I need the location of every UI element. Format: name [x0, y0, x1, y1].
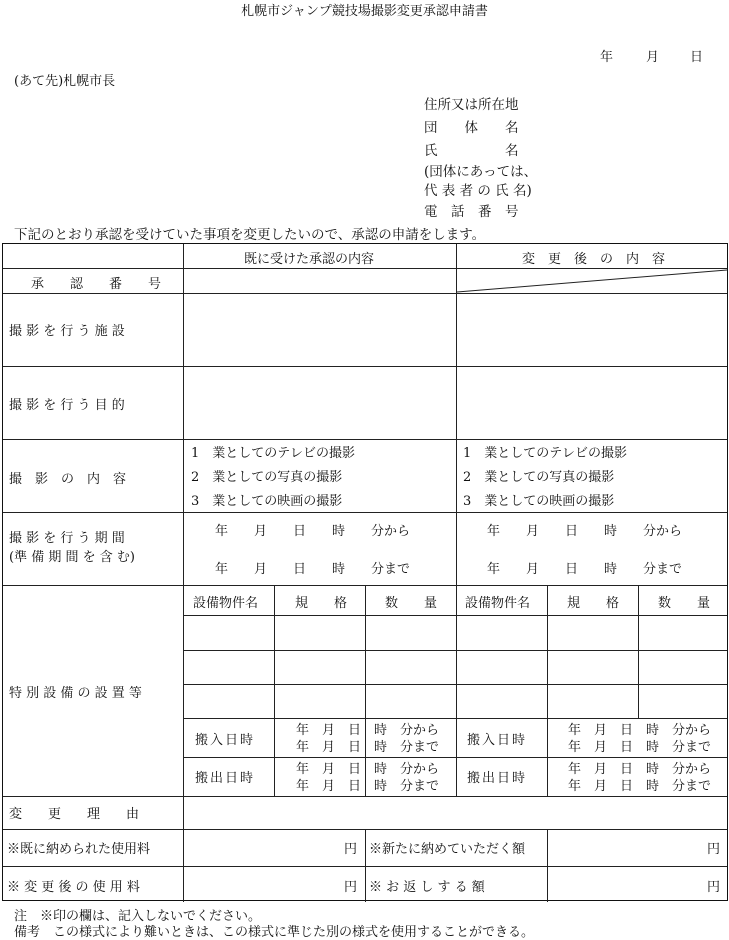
application-table: [2, 243, 728, 901]
fee-paid-yen: 円: [344, 842, 358, 857]
carry-in-label-after: 搬入日時: [467, 733, 528, 748]
eq-name-header-before: 設備物件名: [193, 596, 259, 611]
carry-out-label-after: 搬出日時: [467, 771, 528, 786]
content-option-tv-after: 1 業としてのテレビの撮影: [463, 446, 628, 461]
col-before-header: 既に受けた承認の内容: [244, 252, 375, 267]
period-from-after: 年 月 日 時 分から: [487, 524, 683, 539]
carry-out-from-before: 年 月 日 時 分から: [296, 762, 440, 777]
date-year: 年: [600, 50, 614, 65]
applicant-phone-label: 電 話 番 号: [424, 204, 519, 220]
applicant-group-label: 団 体 名: [424, 120, 519, 136]
diagonal-strike: [457, 269, 727, 293]
fee-new-yen: 円: [707, 842, 721, 857]
col-after-header: 変 更 後 の 内 容: [522, 252, 666, 267]
equipment-label: 特 別 設 備 の 設 置 等: [9, 686, 142, 701]
facility-label: 撮 影 を 行 う 施 設: [9, 324, 125, 339]
applicant-note-1: (団体にあっては、: [424, 164, 538, 180]
fee-new-label: ※新たに納めていただく額: [369, 842, 526, 857]
fee-after-label: ※ 変 更 後 の 使 用 料: [7, 880, 140, 895]
eq-qty-header-after: 数 量: [658, 596, 711, 611]
carry-in-from-after: 年 月 日 時 分から: [568, 723, 712, 738]
period-label-note: (準 備 期 間 を 含 む): [9, 550, 135, 565]
refund-label: ※ お 返 し す る 額: [369, 880, 485, 895]
fee-paid-label: ※既に納められた使用料: [7, 842, 151, 857]
purpose-label: 撮 影 を 行 う 目 的: [9, 398, 125, 413]
fee-after-yen: 円: [344, 880, 358, 895]
content-option-photo-before: 2 業としての写真の撮影: [191, 470, 343, 485]
addressee: (あて先)札幌市長: [14, 74, 116, 89]
content-option-film-before: 3 業としての映画の撮影: [191, 494, 343, 509]
approval-number-label: 承 認 番 号: [31, 277, 162, 292]
reason-label: 変 更 理 由: [9, 807, 140, 822]
preface-text: 下記のとおり承認を受けていた事項を変更したいので、承認の申請をします。: [14, 227, 486, 243]
content-option-tv-before: 1 業としてのテレビの撮影: [191, 446, 356, 461]
carry-out-from-after: 年 月 日 時 分から: [568, 762, 712, 777]
content-option-film-after: 3 業としての映画の撮影: [463, 494, 615, 509]
period-from-before: 年 月 日 時 分から: [215, 524, 411, 539]
carry-in-to-after: 年 月 日 時 分まで: [568, 740, 712, 755]
period-to-after: 年 月 日 時 分まで: [487, 562, 683, 577]
carry-out-label-before: 搬出日時: [195, 771, 256, 786]
period-to-before: 年 月 日 時 分まで: [215, 562, 411, 577]
applicant-name-label: 氏 名: [424, 143, 519, 159]
carry-out-to-before: 年 月 日 時 分まで: [296, 779, 440, 794]
date-month: 月: [646, 50, 660, 65]
remark-text: 備考 この様式により難いときは、この様式に準じた別の様式を使用することができる。: [14, 925, 535, 940]
eq-name-header-after: 設備物件名: [465, 596, 531, 611]
refund-yen: 円: [707, 880, 721, 895]
eq-qty-header-before: 数 量: [385, 596, 438, 611]
carry-in-to-before: 年 月 日 時 分まで: [296, 740, 440, 755]
date-day: 日: [690, 50, 704, 65]
applicant-address-label: 住所又は所在地: [424, 97, 519, 113]
applicant-note-2: 代 表 者 の 氏 名): [424, 183, 532, 199]
carry-in-from-before: 年 月 日 時 分から: [296, 723, 440, 738]
document-title: 札幌市ジャンプ競技場撮影変更承認申請書: [241, 4, 488, 19]
eq-spec-header-before: 規 格: [295, 596, 348, 611]
content-option-photo-after: 2 業としての写真の撮影: [463, 470, 615, 485]
note-text: 注 ※印の欄は、記入しないでください。: [14, 909, 262, 924]
eq-spec-header-after: 規 格: [567, 596, 620, 611]
carry-out-to-after: 年 月 日 時 分まで: [568, 779, 712, 794]
period-label: 撮 影 を 行 う 期 間: [9, 531, 125, 546]
content-label: 撮 影 の 内 容: [9, 472, 127, 487]
carry-in-label-before: 搬入日時: [195, 733, 256, 748]
